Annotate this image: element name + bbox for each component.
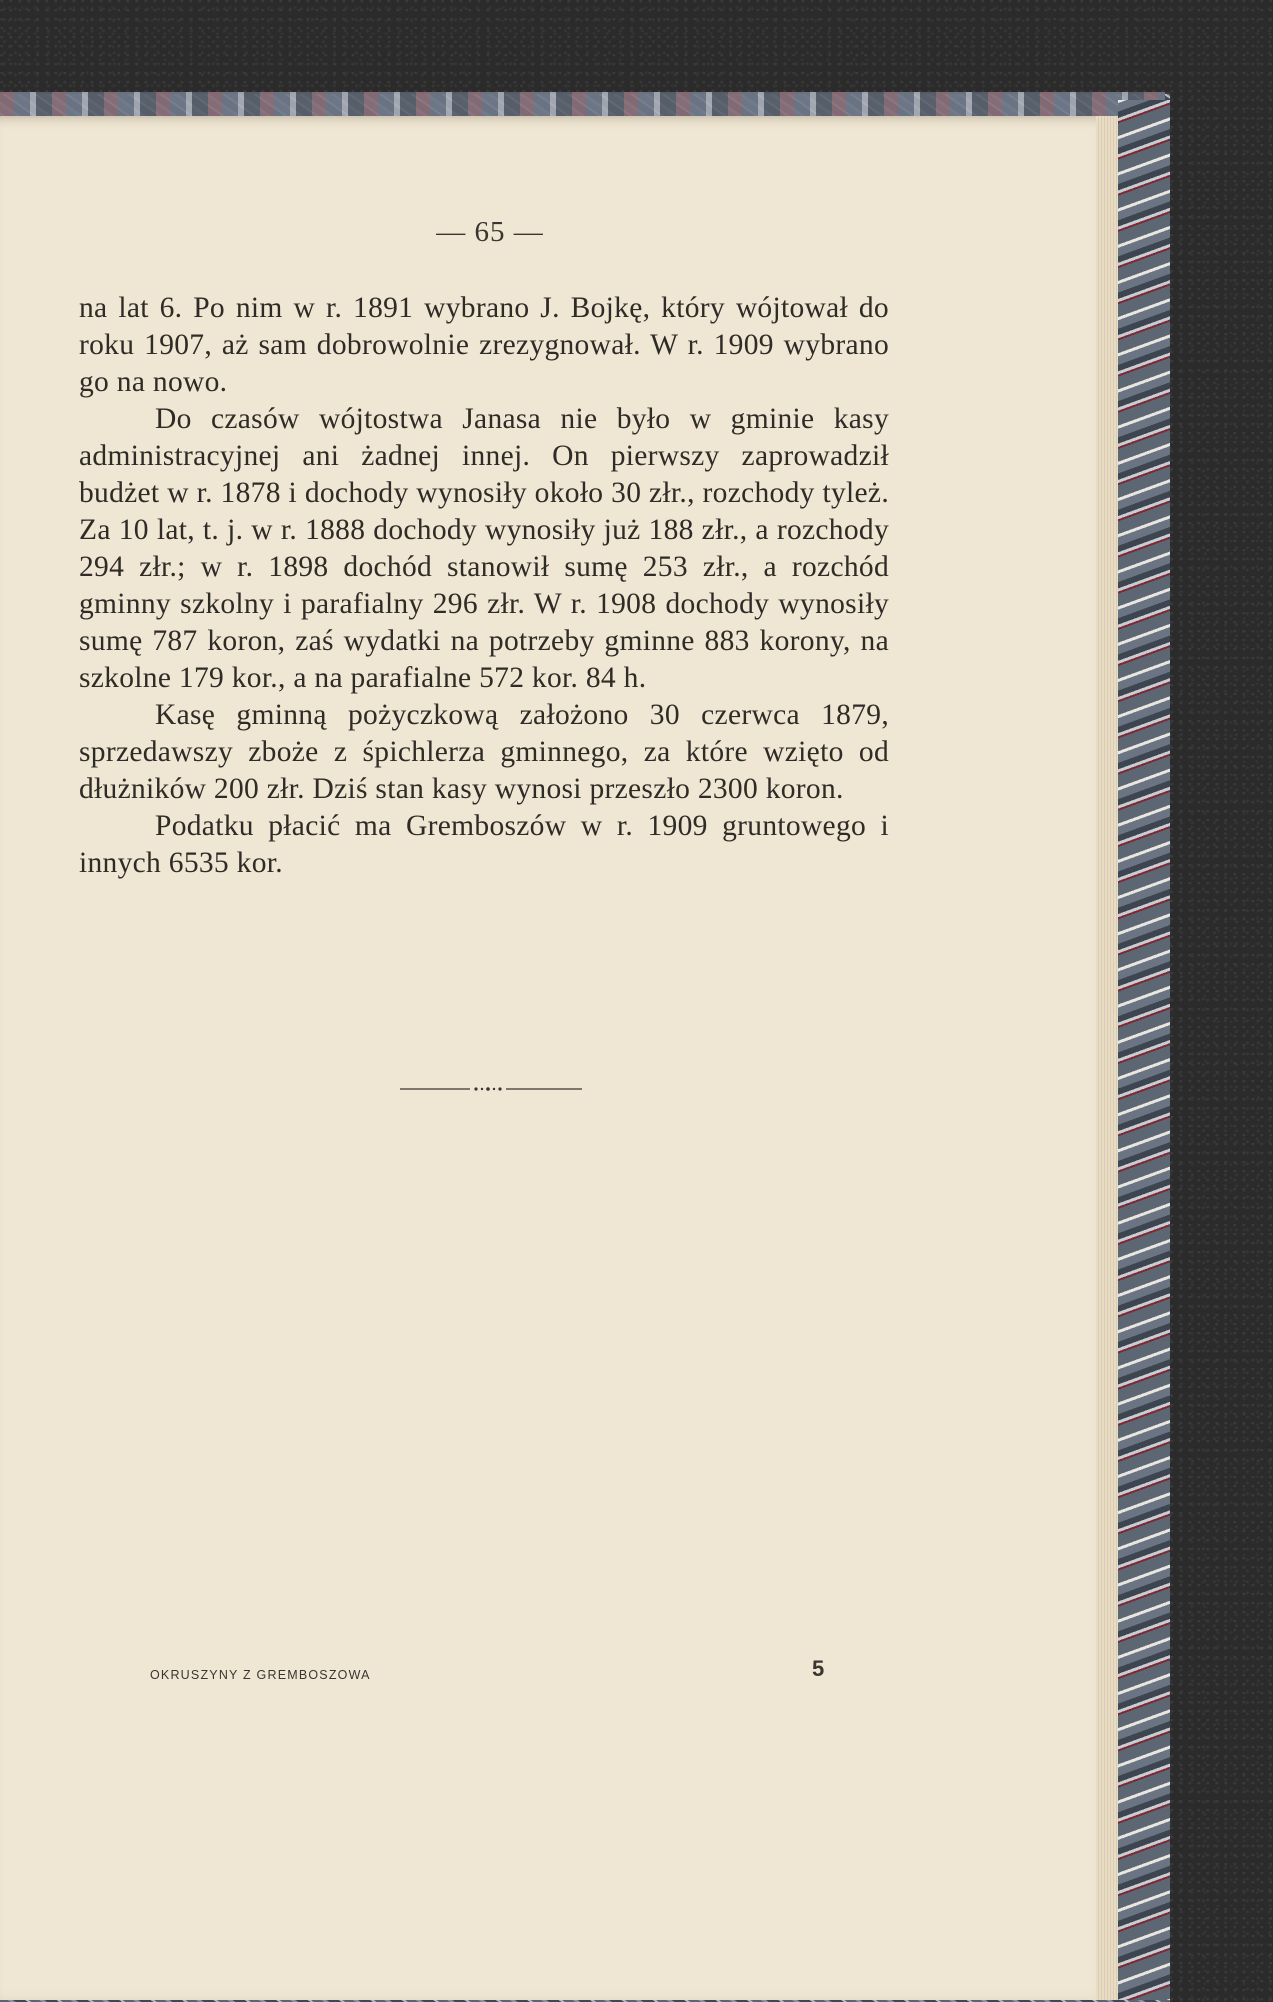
section-end-ornament [400, 1084, 582, 1094]
book-cover-right-edge [1118, 100, 1170, 2000]
paragraph-2: Do czasów wójtostwa Janasa nie było w gminie kasy administracyjnej ani żadnej innej. On pierwszy zaprowadził budżet w r. 1878 i dochody wynosiły około 30 złr., rozchody tyleż. Za 10 lat, t. j. w r. 1888 dochody wynosiły już 188 złr., a rozchody 294 złr.; w r. 1898 dochód stanowił sumę 253 złr., a rozchód gminny szkolny i parafialny 296 złr. W r. 1908 dochody wynosiły sumę 787 koron, zaś wydatki na potrzeby gminne 883 korony, na szkolne 179 kor., a na parafialne 572 kor. 84 h. [79, 403, 889, 694]
page-stack-edge [1096, 116, 1118, 2000]
paragraph-3: Kasę gminną pożyczkową założono 30 czerwca 1879, sprzedawszy zboże z śpichlerza gminnego, za które wzięto od dłużników 200 złr. Dziś stan kasy wynosi przeszło 2300 koron. [79, 699, 889, 805]
signature-number: 5 [812, 1656, 825, 1681]
paragraph-4: Podatku płacić ma Gremboszów w r. 1909 gruntowego i innych 6535 kor. [79, 810, 889, 879]
page-number-header: — 65 — [436, 216, 544, 248]
book-cover-top-edge [0, 92, 1165, 118]
signature-line: OKRUSZYNY Z GREMBOSZOWA [150, 1668, 371, 1682]
paragraph-1: na lat 6. Po nim w r. 1891 wybrano J. Bojkę, który wójtował do roku 1907, aż sam dobrowolnie zrezygnował. W r. 1909 wybrano go na nowo. [79, 292, 889, 398]
body-text [79, 290, 889, 882]
